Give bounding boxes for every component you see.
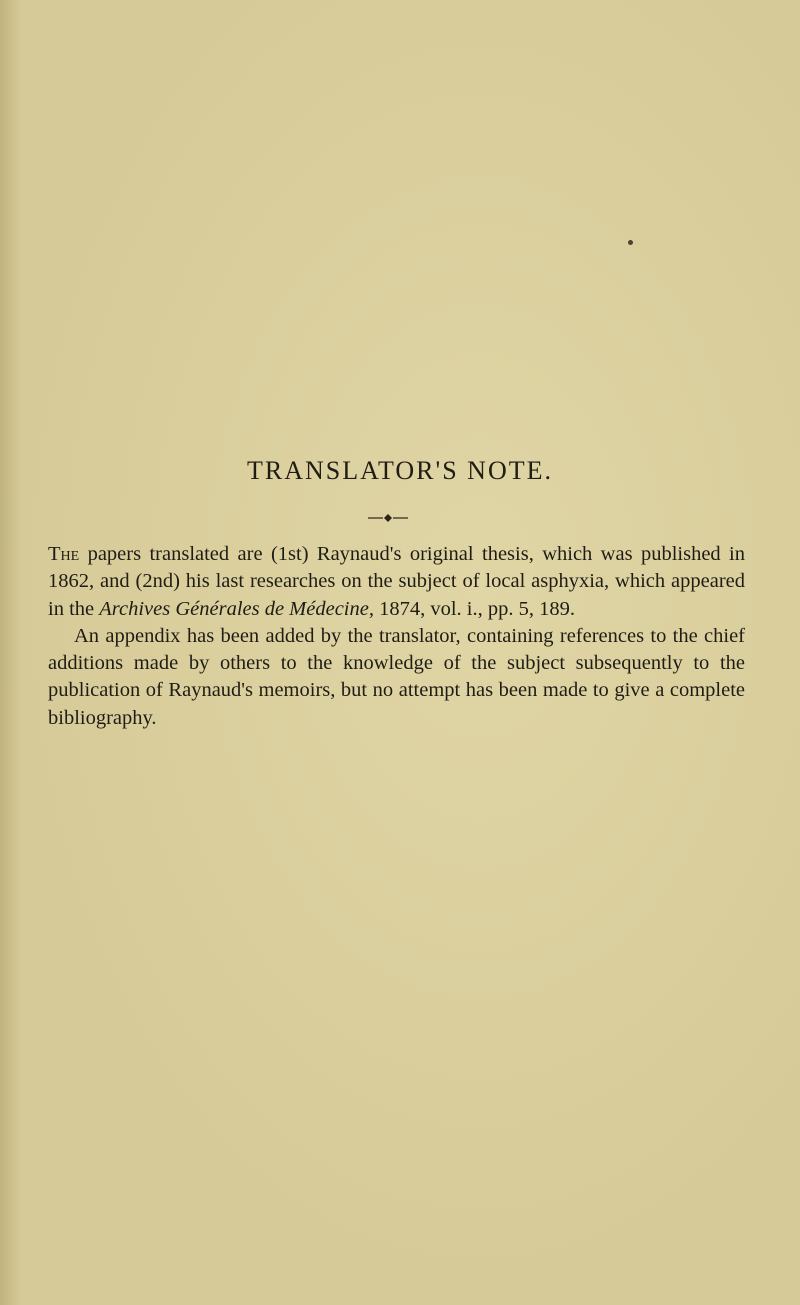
paper-speck — [628, 240, 633, 245]
paragraph-1-text: papers translated are (1st) Raynaud's original thesis, which was published in 1862, and (2nd) his last researches on the subject of local asphyxia, which appeared in the — [48, 543, 746, 620]
paragraph-2: An appendix has been added by the translator, containing references to the chief additions made by others to the knowledge of the subject subsequently to the publication of Raynaud's memoirs, but no attempt has been made to give a complete bibliography. — [48, 624, 745, 729]
page-title: TRANSLATOR'S NOTE. — [246, 456, 553, 485]
journal-title: Archives Générales de Médecine, — [99, 597, 374, 620]
paragraph-1-lead: The — [48, 543, 80, 565]
paragraph-1 — [48, 541, 745, 623]
ornament-divider-icon — [368, 512, 408, 524]
paragraph-1-citation: 1874, vol. i., pp. 5, 189. — [379, 597, 576, 620]
note-body — [48, 541, 745, 732]
